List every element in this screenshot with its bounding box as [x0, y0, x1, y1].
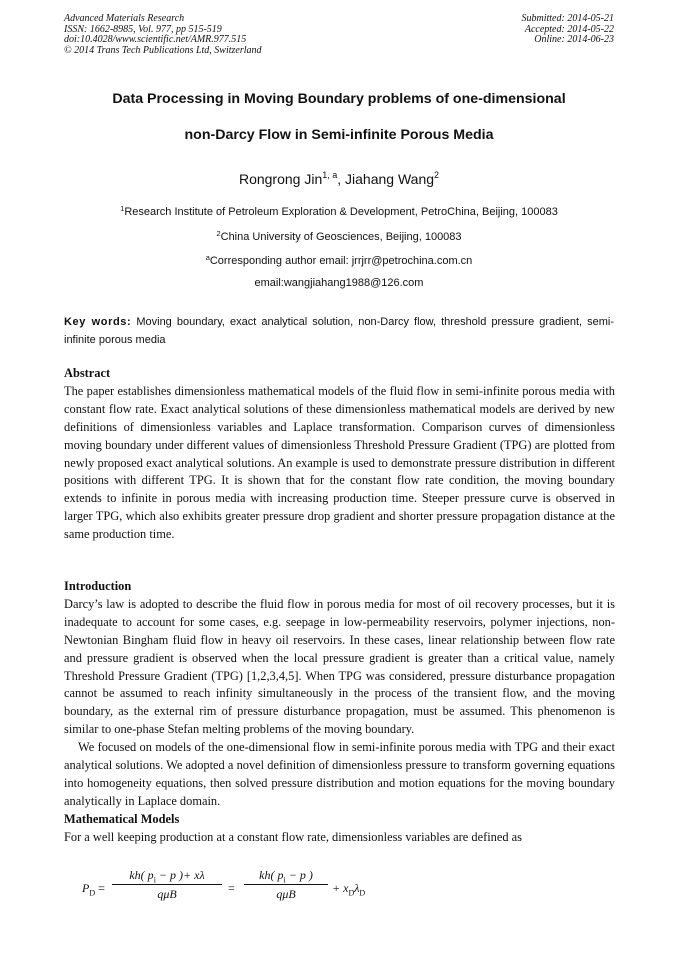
abstract-heading: Abstract	[64, 366, 111, 380]
keywords	[64, 313, 614, 349]
equation-equals: =	[228, 881, 235, 895]
journal-info	[64, 14, 262, 56]
journal-name: Advanced Materials Research	[64, 13, 185, 24]
math-models-heading: Mathematical Models	[64, 811, 180, 826]
equation-lhs: $P_D$ =	[82, 881, 105, 898]
equation-fraction-1	[112, 868, 222, 902]
author-separator: ,	[337, 171, 346, 187]
fraction-denominator: qμB	[157, 887, 177, 902]
fraction-numerator: kh( $p_i - p$ )+ xλ	[112, 868, 222, 885]
equation-tail: + $x_D\lambda_D$	[332, 881, 366, 898]
math-models-text: For a well keeping production at a constant flow rate, dimensionless variables are defined as	[64, 829, 522, 844]
keywords-text: Moving boundary, exact analytical solution, non-Darcy flow, threshold pressure gradient, semi-infinite porous media	[64, 316, 614, 346]
affiliation	[64, 204, 614, 218]
online-date: Online: 2014-06-23	[534, 34, 614, 45]
paper-title-line-1: Data Processing in Moving Boundary problems of one-dimensional	[112, 91, 566, 107]
introduction-heading: Introduction	[64, 579, 132, 593]
affiliation-marker: 2	[216, 229, 221, 238]
fraction-denominator: qμB	[276, 887, 296, 902]
submission-dates	[522, 14, 615, 46]
author-email	[64, 277, 614, 289]
issn-line: ISSN: 1662-8985, Vol. 977, pp 515-519	[64, 23, 222, 35]
author-list	[64, 170, 614, 187]
fraction-numerator: kh( $p_i - p$ )	[244, 868, 328, 885]
introduction-paragraph-1: Darcy’s law is adopted to describe the fluid flow in porous media for most of oil recovery processes, but it is inadequate to account for some cases, e.g. seepage in low-permeability reservoirs, polymer injections, non-Newtonian Bingham fluid flow in heavy oil reservoirs. In these cases, linear relationship between flow rate and pressure gradient is observed when the local pressure gradient is greater than a critical value, namely Threshold Pressure Gradient (TPG) [1,2,3,4,5]. When TPG was considered, pressure disturbance propagation cannot be assumed to reach infinity simultaneously in the process of the transient flow, and the moving boundary, as the external rim of pressure disturbance propagation, must be assumed. This phenomenon is similar to one-phase Stefan melting problems of the moving boundary.	[64, 596, 615, 737]
affiliation-text: Corresponding author email: jrrjrr@petrochina.com.cn	[209, 255, 473, 267]
dimensionless-pressure-equation	[82, 868, 382, 910]
accepted-date: Accepted: 2014-05-22	[524, 23, 614, 35]
affiliation-text: Research Institute of Petroleum Exploration & Development, PetroChina, Beijing, 100083	[124, 206, 558, 218]
paper-title-line-2: non-Darcy Flow in Semi-infinite Porous Media	[184, 127, 494, 143]
abstract-text: The paper establishes dimensionless mathematical models of the fluid flow in semi-infinite porous media with constant flow rate. Exact analytical solutions of these dimensionless mathematical models are derived by new definitions of dimensionless variables and Laplace transformation. Comparison curves of dimensionless moving boundary under different values of dimensionless Threshold Pressure Gradient (TPG) are plotted from newly proposed exact analytical solutions. An example is used to demonstrate pressure distribution in different positions with different TPG. It is shown that for the constant flow rate condition, the moving boundary extends to infinite in porous media with increasing production time. Steeper pressure curve is observed in larger TPG, which also exhibits greater pressure drop gradient and shorter pressure propagation distance at the same production time.	[64, 383, 615, 542]
submitted-date: Submitted: 2014-05-21	[521, 13, 614, 24]
author-superscript: 1, a	[322, 170, 338, 180]
author-name: Jiahang Wang	[345, 171, 435, 187]
equation-fraction-2	[244, 868, 328, 902]
affiliation-marker: 1	[120, 204, 125, 213]
introduction-paragraph-2: We focused on models of the one-dimensional flow in semi-infinite porous media with TPG and their exact analytical solutions. We adopted a novel definition of dimensionless pressure to transform governing equations into homogeneity equations, then solved pressure distribution and motion equations for the moving boundary analytically in Laplace domain.	[64, 740, 615, 808]
copyright-line: © 2014 Trans Tech Publications Ltd, Switzerland	[64, 44, 262, 56]
corresponding-email	[64, 253, 614, 267]
abstract-section	[64, 365, 615, 544]
author-superscript: 2	[434, 170, 440, 180]
affiliation-marker: a	[205, 253, 210, 262]
author-name: Rongrong Jin	[238, 171, 323, 187]
affiliation	[64, 229, 614, 243]
introduction-section	[64, 578, 615, 847]
doi-line: doi:10.4028/www.scientific.net/AMR.977.515	[64, 34, 247, 45]
affiliation-text: email:wangjiahang1988@126.com	[254, 277, 424, 289]
affiliation-text: China University of Geosciences, Beijing, 100083	[220, 231, 462, 243]
keywords-label: Key words:	[64, 316, 132, 328]
